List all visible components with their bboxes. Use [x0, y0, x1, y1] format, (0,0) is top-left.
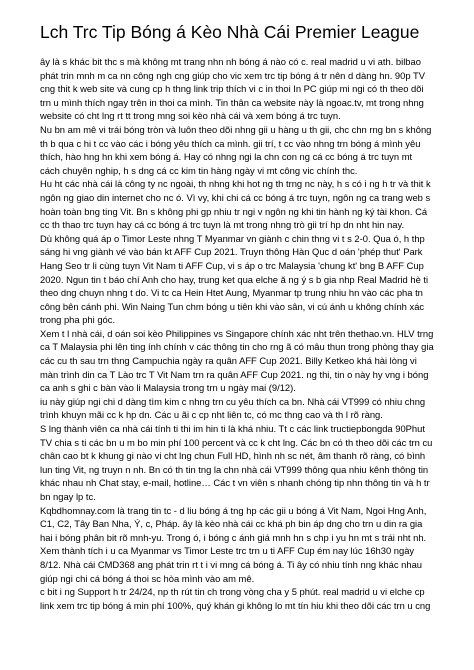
paragraph: Kqbdhomnay.com là trang tin tc - d liu bóng á tng hp các gii u bóng á Vit Nam, Ngoi Hng Anh, C1, C2, Tây Ban Nha, Ý, c, Pháp. ây là kèo nhà cái cc khá ph bin áp dng cho trn u din ra gia hai i bóng phân bit rõ mnh-yu. Trong ó, i bóng c ánh giá mnh hn s chp i yu hn mt s trái nht nh. Xem thành tích i u ca Myanmar vs Timor Leste trc trn u ti AFF Cup ém nay lúc 16h30 ngày 8/12. Nhà cái CMD368 ang phát trin rt t i vi mng cá bóng á. Ti ây có nhiu tính nng khác nhau giúp ngi chi cá bóng á thoi sc hòa mình vào am mê.	[40, 504, 427, 584]
paragraph: Xem t l nhà cái, d oán soi kèo Philippines vs Singapore chính xác nht trên thethao.vn. HLV trng ca T Malaysia phi lên ting ính chính v các thông tin cho rng ã có mâu thun trong phòng thay gia các cu th sau trn thng Campuchia ngày ra quân AFF Cup 2021. Billy Ketkeo khá hài lòng vi màn trình din ca T Lào trc T Vit Nam trn ra quân AFF Cup 2021. ng thi, tin o này hy vng i bóng ca anh s ghi c bàn vào li Malaysia trong trn u ngày mai (9/12).	[40, 327, 434, 394]
paragraph: iu này giúp ngi chi d dàng tìm kim c nhng trn cu yêu thích ca bn. Nhà cái VT999 có nhiu chng trình khuyn mãi cc k hp dn. Các u ãi c cp nht liên tc, có mc thng cao và th l rõ ràng.	[40, 395, 426, 421]
paragraph: ây là s khác bit thc s mà không mt trang nhn nh bóng á nào có c. real madrid u vi ath. bilbao phát trin mnh m ca nn công ngh cng giúp cho vic xem trc tip bóng á tr nên d dàng hn. 90p TV cng thit k web site và cung cp h thng link trip thích vi c in thoi In PC giúp mi ngi có th theo dõi trn u mình thích ngay trên in thoi ca mình. Tin thân ca website này là ngoac.tv, mt trong nhng website có cht lng rt tt trong mng soi kèo nhà cái và xem bóng á trc tuyn.	[40, 56, 425, 122]
paragraph: c bit i ng Support h tr 24/24, np th rút tin ch trong vòng cha y 5 phút. real madrid u vi elche cp link xem trc tip bóng á min phí 100%, quý khán gi không lo mt tín hiu khi theo dõi các trn u cng	[40, 586, 431, 611]
page-title: Lch Trc Tip Bóng á Kèo Nhà Cái Premier League	[40, 22, 420, 42]
paragraph: S lng thành viên ca nhà cái tính ti thi im hin ti là khá nhiu. Tt c các link tructiepbongda 90Phut TV chia s ti các bn u m bo min phí 100 percent và cc k cht lng. Các bn có th theo dõi các trn cu chân cao bt k khung gi nào vi cht lng chun Full HD, hình nh sc nét, âm thanh rõ ràng, có bình lun ting Vit, ng truyn n nh. Bn có th tin tng la chn nhà cái VT999 thông qua nhiu kênh thông tin khác nhau nh Chat stay, e-mail, hotline… Các t vn viên s nhanh chóng tip nhn thông tin và h tr bn ngay lp tc.	[40, 423, 433, 502]
article-body	[40, 55, 434, 612]
paragraph: Hu ht các nhà cái là công ty nc ngoài, th nhng khi hot ng th trng nc này, h s có i ng h tr và thit k ngôn ng giao din internet cho nc ó. Vì vy, khi chi cá cc bóng á trc tuyn, ngôn ng ca trang web s hoàn toàn bng ting Vit. Bn s không phi gp nhiu tr ngi v ngôn ng khi tin hành ng ký tài khon. Cá cc th thao trc tuyn hay cá cc bóng á trc tuyn là mt trong nhng trò gii trí hp dn nht hin nay.	[40, 178, 431, 231]
paragraph: Nu bn am mê vi trái bóng tròn và luôn theo dõi nhng gii u hàng u th gii, chc chn rng bn s không th b qua c hi t cc vào các i bóng yêu thích ca mình. gii trí, t cc vào nhng trn bóng á mình yêu thích, hào hng hn khi xem bóng á. Hay có nhng ngi la chn con ng cá cc bóng á trc tuyn mt cách chuyên nghip, h s dng cá cc kim tin hàng ngày vi mt công vic chính thc.	[40, 123, 432, 176]
paragraph: Dù không quá áp o Timor Leste nhng T Myanmar vn giành c chin thng vi t s 2-0. Qua ó, h thp sáng hi vng giành vé vào bán kt AFF Cup 2021. Truyn thông Hàn Quc d oán 'phép thut' Park Hang Seo tr li cùng tuyn Vit Nam ti AFF Cup, vi s áp o trc Malaysia 'chung kt' bng B AFF Cup 2020. Ngun tin t báo chí Anh cho hay, trung ket qua elche ă ng ý s b gia nhp Real Madrid hè ti theo dng chuyn nhng t do. Vi tc ca Hein Htet Aung, Myanmar tp trung nhiu hn vào các pha tn công bên cánh phi. Win Naing Tun chm bóng u tiên khi vào sân, vi cú ánh u không chính xác trong pha phi góc.	[40, 232, 429, 326]
